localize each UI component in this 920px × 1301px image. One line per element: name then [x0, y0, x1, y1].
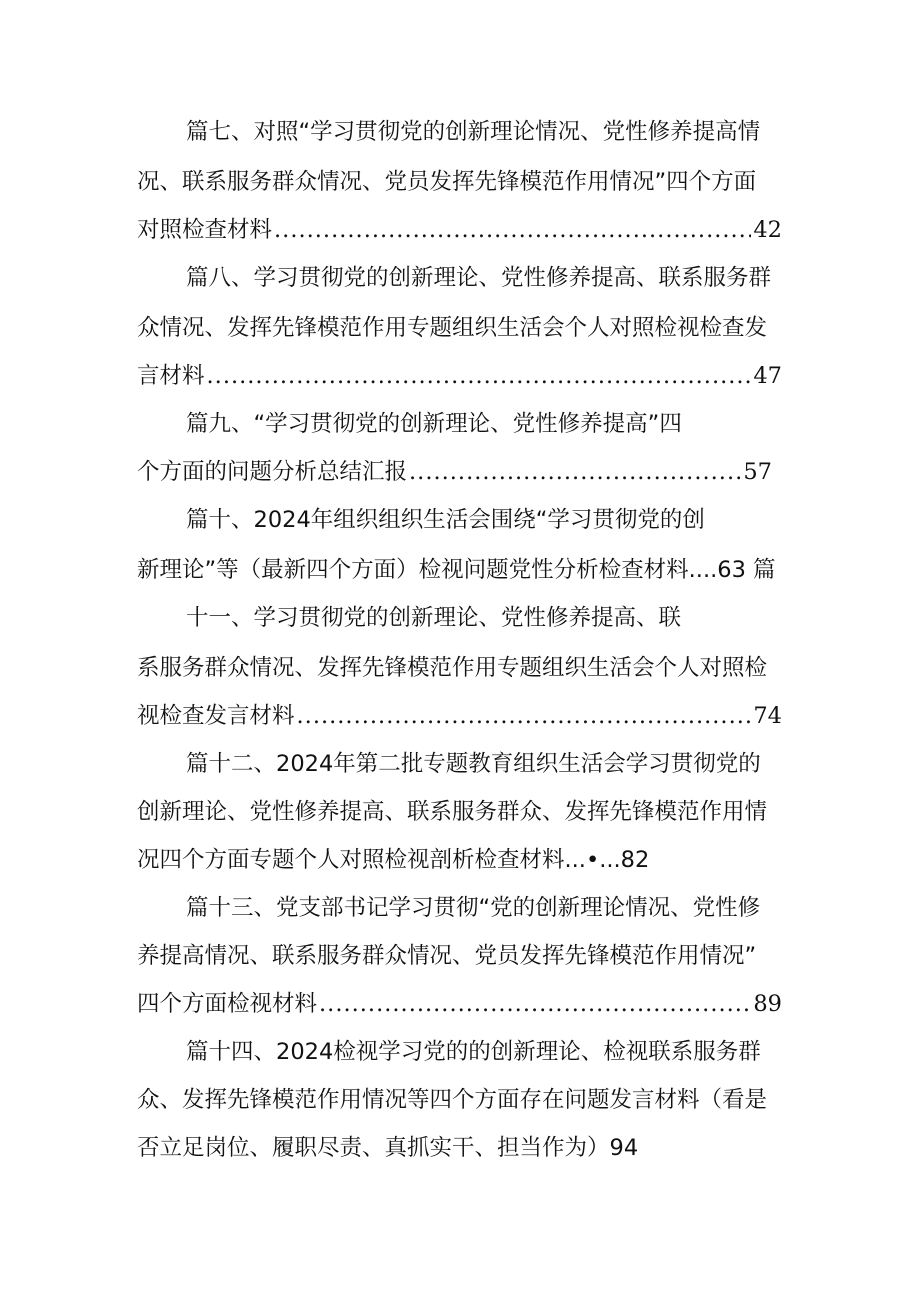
toc-entry-11-last-line[interactable] [137, 696, 782, 736]
toc-entry-9-page: 57 [743, 459, 772, 485]
toc-entry-12-line-3[interactable]: 况四个方面专题个人对照检视剖析检查材料...•...82 [137, 847, 650, 873]
toc-entry-7-title-end: 对照检查材料 [137, 217, 273, 243]
toc-entry-11-title-end: 视检查发言材料 [137, 703, 295, 729]
toc-entry-14-line-1: 篇十四、2024检视学习党的的创新理论、检视联系服务群 [186, 1039, 761, 1065]
toc-entry-14-line-2: 众、发挥先锋模范作用情况等四个方面存在问题发言材料（看是 [137, 1087, 768, 1113]
toc-entry-7-last-line[interactable] [137, 210, 782, 250]
toc-entry-8-line-1: 篇八、学习贯彻党的创新理论、党性修养提高、联系服务群 [186, 265, 772, 291]
toc-entry-13-title-end: 四个方面检视材料 [137, 991, 318, 1017]
toc-entry-11-line-2: 系服务群众情况、发挥先锋模范作用专题组织生活会个人对照检 [137, 655, 768, 681]
toc-entry-10-line-2[interactable]: 新理论”等（最新四个方面）检视问题党性分析检查材料....63 篇 [137, 557, 776, 583]
toc-entry-7-page: 42 [753, 217, 782, 243]
toc-entry-10-line-1: 篇十、2024年组织组织生活会围绕“学习贯彻党的创 [186, 507, 705, 533]
dot-leader [409, 452, 741, 492]
toc-entry-8-last-line[interactable] [137, 356, 782, 396]
toc-entry-8-title-end: 言材料 [137, 363, 205, 389]
dot-leader [274, 210, 751, 250]
dot-leader [319, 984, 751, 1024]
toc-entry-11-page: 74 [753, 703, 782, 729]
toc-entry-9-last-line[interactable] [137, 452, 772, 492]
toc-entry-7-line-2: 况、联系服务群众情况、党员发挥先锋模范作用情况”四个方面 [137, 169, 757, 195]
toc-entry-11-line-1: 十一、学习贯彻党的创新理论、党性修养提高、联 [186, 605, 682, 631]
toc-entry-7-line-1: 篇七、对照“学习贯彻党的创新理论情况、党性修养提高情 [186, 119, 761, 145]
dot-leader [207, 356, 752, 396]
toc-entry-13-line-1: 篇十三、党支部书记学习贯彻“党的创新理论情况、党性修 [186, 895, 761, 921]
toc-entry-9-line-1: 篇九、“学习贯彻党的创新理论、党性修养提高”四 [186, 411, 682, 437]
toc-entry-14-line-3[interactable]: 否立足岗位、履职尽责、真抓实干、担当作为）94 [137, 1135, 639, 1161]
toc-entry-13-line-2: 养提高情况、联系服务群众情况、党员发挥先锋模范作用情况” [137, 943, 757, 969]
toc-entry-13-last-line[interactable] [137, 984, 782, 1024]
dot-leader [297, 696, 752, 736]
toc-entry-12-line-1: 篇十二、2024年第二批专题教育组织生活会学习贯彻党的 [186, 751, 761, 777]
toc-entry-8-page: 47 [753, 363, 782, 389]
toc-entry-9-title-end: 个方面的问题分析总结汇报 [137, 459, 408, 485]
toc-entry-13-page: 89 [753, 991, 782, 1017]
toc-entry-12-line-2: 创新理论、党性修养提高、联系服务群众、发挥先锋模范作用情 [137, 799, 768, 825]
toc-entry-8-line-2: 众情况、发挥先锋模范作用专题组织生活会个人对照检视检查发 [137, 315, 768, 341]
